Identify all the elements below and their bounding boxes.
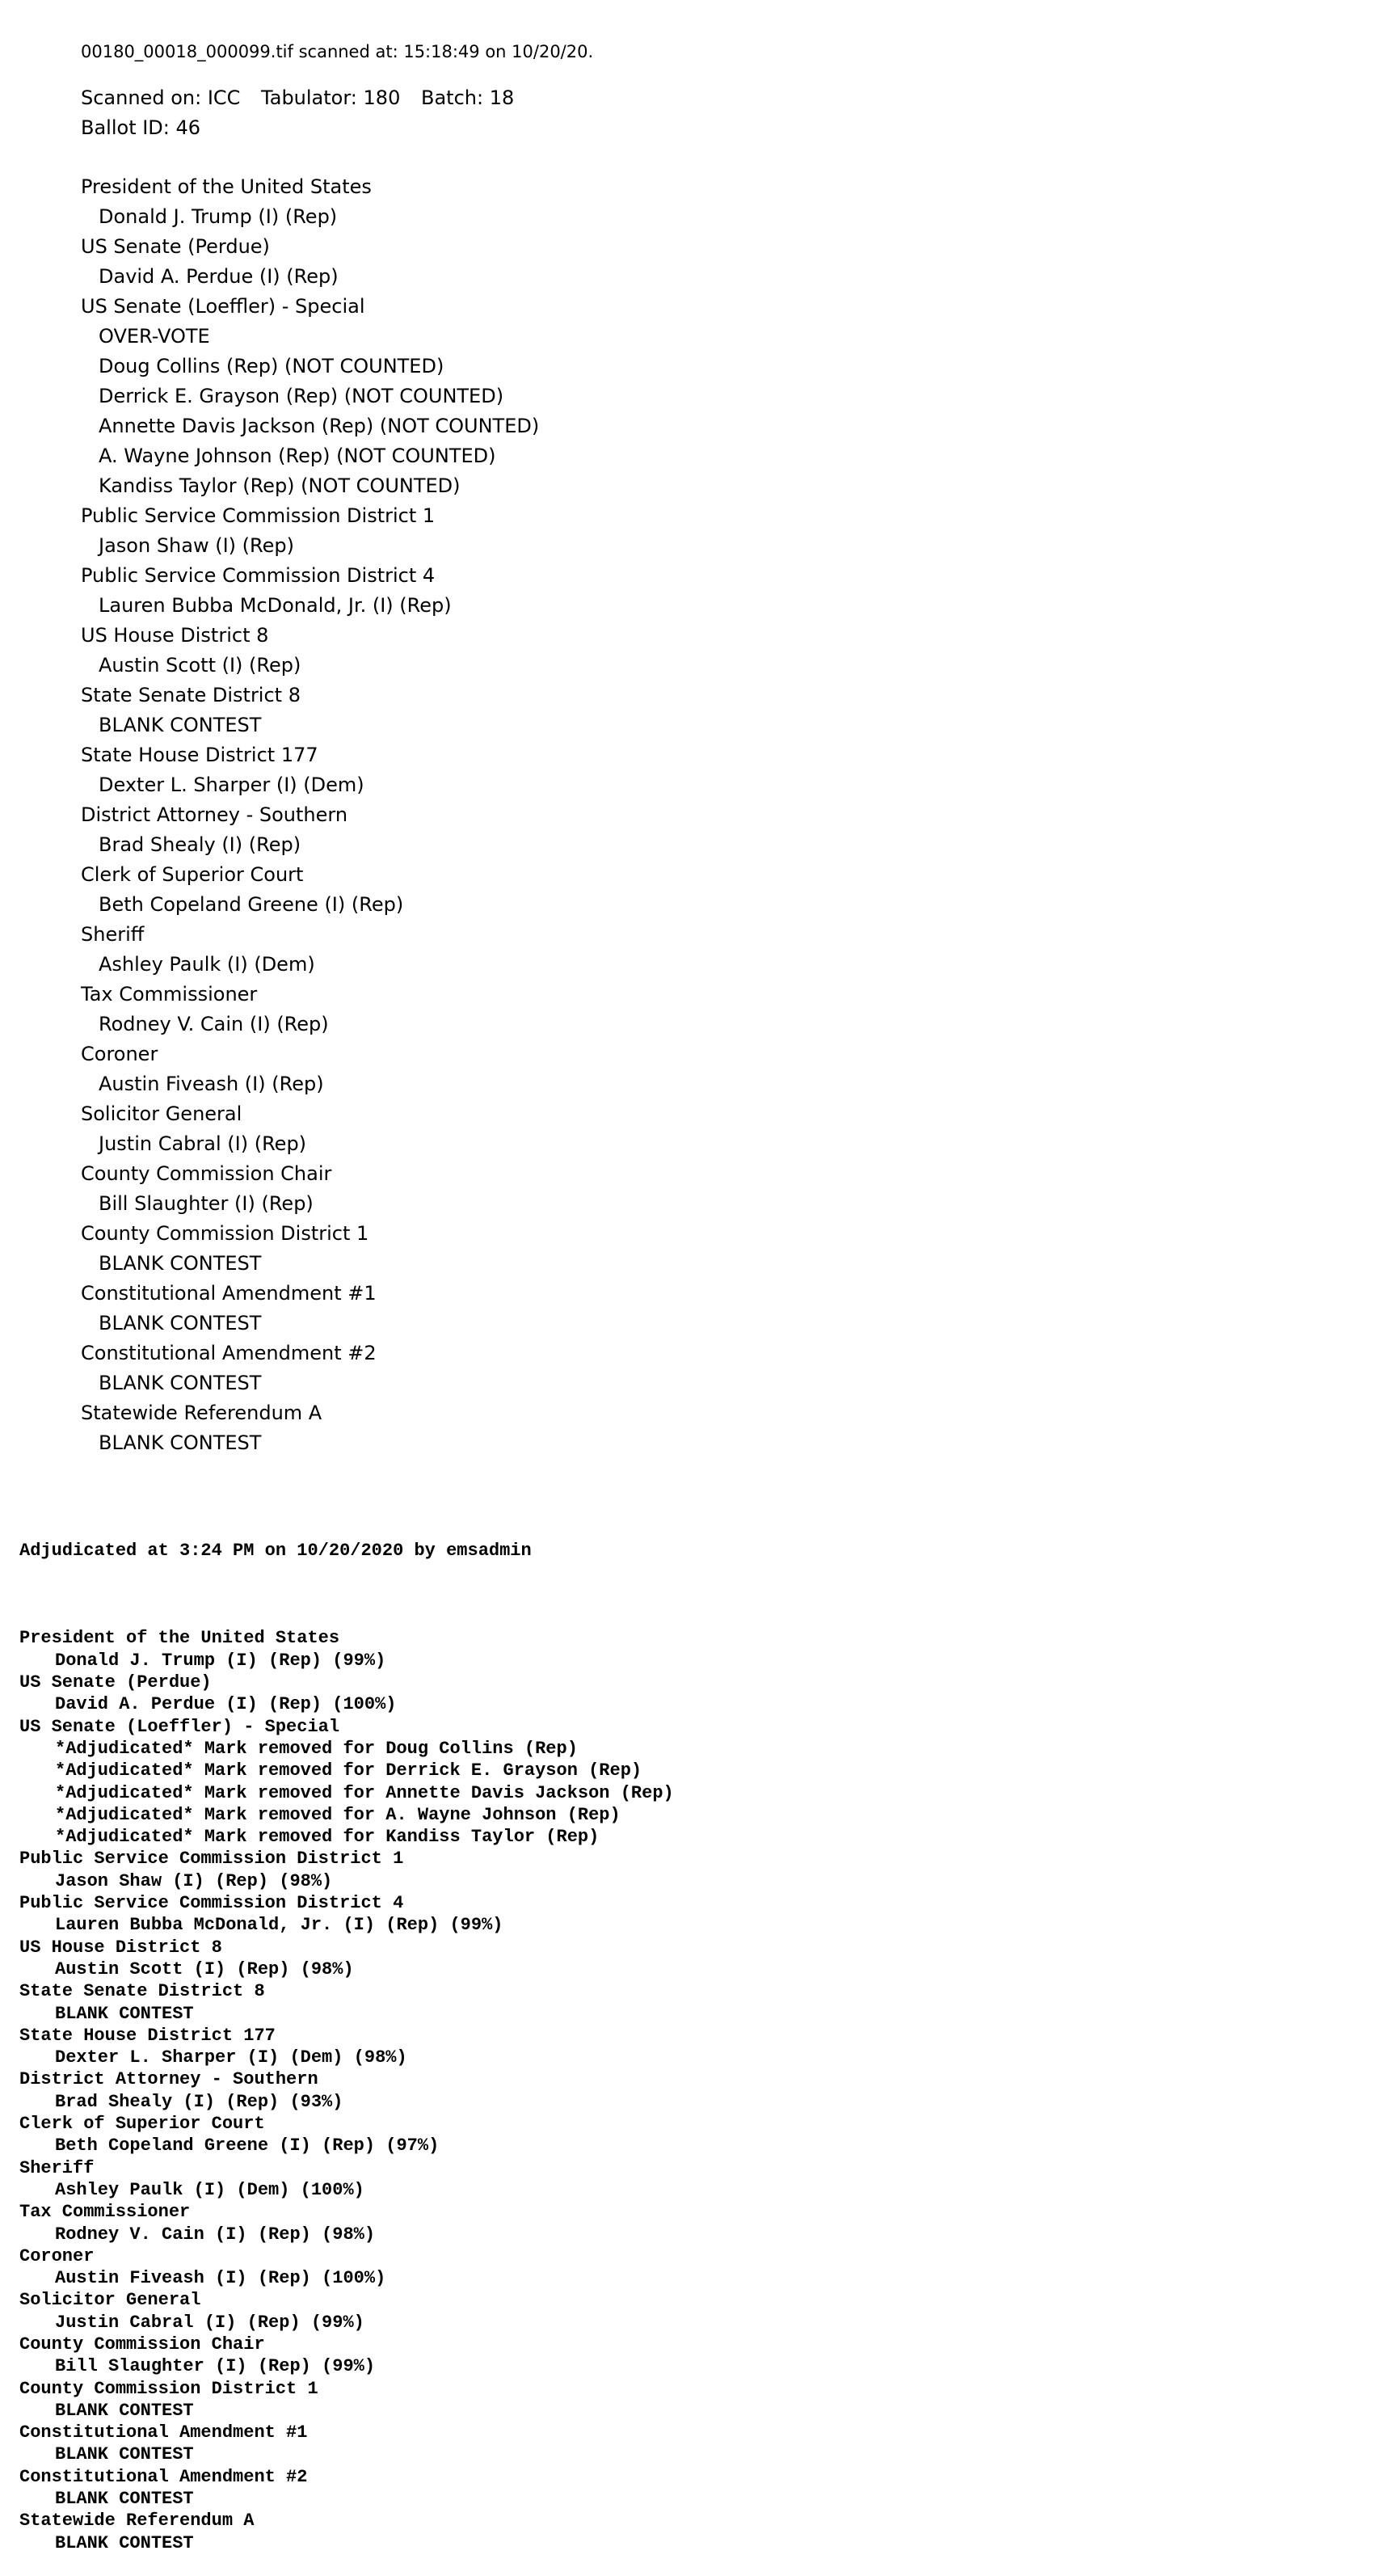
ballot-contest-choice: Kandiss Taylor (Rep) (NOT COUNTED) [99, 474, 461, 497]
ballot-contest-name: President of the United States [81, 175, 372, 198]
adjudication-contest-choice: BLANK CONTEST [55, 2532, 194, 2553]
scan-file-line: 00180_00018_000099.tif scanned at: 15:18:49 on 10/20/20. [81, 42, 594, 61]
adjudication-contest-choice: Brad Shealy (I) (Rep) (93%) [55, 2091, 343, 2112]
adjudication-contest-name: Public Service Commission District 4 [19, 1893, 404, 1914]
ballot-contest-name: US Senate (Loeffler) - Special [81, 295, 365, 318]
adjudication-contest-name: Tax Commissioner [19, 2202, 191, 2223]
adjudication-contest-choice: Lauren Bubba McDonald, Jr. (I) (Rep) (99%) [55, 1915, 503, 1936]
adjudication-contest-choice: *Adjudicated* Mark removed for Annette Davis Jackson (Rep) [55, 1782, 674, 1803]
adjudication-contest-name: President of the United States [19, 1628, 340, 1649]
scanned-on-label: Scanned on: [81, 86, 202, 109]
ballot-contest-list [81, 172, 593, 1458]
adjudication-contest-choice: Rodney V. Cain (I) (Rep) (98%) [55, 2224, 376, 2245]
adjudication-contest-name: Constitutional Amendment #2 [19, 2466, 308, 2487]
adjudication-contest-name: Constitutional Amendment #1 [19, 2422, 308, 2443]
ballot-contest-choice: A. Wayne Johnson (Rep) (NOT COUNTED) [99, 445, 496, 467]
ballot-contest-choice: Austin Fiveash (I) (Rep) [99, 1073, 324, 1095]
ballot-contest-name: US House District 8 [81, 624, 269, 647]
ballot-contest-name: Constitutional Amendment #2 [81, 1342, 377, 1364]
adjudication-contest-choice: BLANK CONTEST [55, 2489, 194, 2510]
ballot-contest-name: Public Service Commission District 4 [81, 564, 436, 587]
ballot-contest-name: District Attorney - Southern [81, 803, 348, 826]
adjudication-contest-choice: Austin Fiveash (I) (Rep) (100%) [55, 2268, 386, 2289]
ballot-id-label: Ballot ID: [81, 116, 170, 139]
batch-value: 18 [489, 86, 515, 109]
adjudication-contest-choice: Austin Scott (I) (Rep) (98%) [55, 1958, 354, 1979]
ballot-id-value: 46 [175, 116, 201, 139]
scan-section [81, 37, 593, 1458]
adjudication-contest-choice: BLANK CONTEST [55, 2003, 194, 2024]
ballot-contest-name: Public Service Commission District 1 [81, 504, 436, 527]
adjudication-contest-choice: Justin Cabral (I) (Rep) (99%) [55, 2312, 364, 2333]
adjudication-contest-choice: David A. Perdue (I) (Rep) (100%) [55, 1694, 397, 1715]
ballot-id-line [81, 113, 593, 143]
ballot-contest-choice: BLANK CONTEST [99, 1312, 262, 1334]
ballot-contest-choice: Beth Copeland Greene (I) (Rep) [99, 893, 404, 916]
ballot-contest-choice: Annette Davis Jackson (Rep) (NOT COUNTED) [99, 415, 540, 437]
adjudication-contest-name: State Senate District 8 [19, 1981, 265, 2002]
adjudication-contest-choice: Ashley Paulk (I) (Dem) (100%) [55, 2179, 364, 2200]
adjudication-contest-choice: BLANK CONTEST [55, 2400, 194, 2421]
ballot-contest-choice: Bill Slaughter (I) (Rep) [99, 1192, 314, 1215]
adjudication-contest-name: Coroner [19, 2245, 95, 2266]
scanned-on-value: ICC [207, 86, 241, 109]
ballot-contest-name: State House District 177 [81, 744, 318, 766]
adjudication-contest-choice: *Adjudicated* Mark removed for Kandiss Taylor (Rep) [55, 1827, 600, 1848]
adjudication-contest-name: Sheriff [19, 2157, 95, 2178]
ballot-contest-choice: Ashley Paulk (I) (Dem) [99, 953, 315, 976]
adjudication-contest-name: Public Service Commission District 1 [19, 1849, 404, 1870]
adjudication-contest-name: State House District 177 [19, 2025, 276, 2046]
ballot-contest-name: Statewide Referendum A [81, 1402, 322, 1424]
adjudication-contest-name: District Attorney - Southern [19, 2069, 318, 2090]
ballot-contest-name: Clerk of Superior Court [81, 863, 304, 886]
adjudication-contest-choice: *Adjudicated* Mark removed for A. Wayne Johnson (Rep) [55, 1804, 621, 1825]
ballot-contest-choice: BLANK CONTEST [99, 1431, 262, 1454]
adjudication-contest-name: US Senate (Perdue) [19, 1672, 212, 1693]
adjudication-contest-name: US House District 8 [19, 1937, 222, 1958]
ballot-contest-choice: David A. Perdue (I) (Rep) [99, 265, 339, 288]
ballot-contest-choice: BLANK CONTEST [99, 714, 262, 736]
adjudication-contest-name: County Commission Chair [19, 2334, 265, 2355]
ballot-contest-choice: Lauren Bubba McDonald, Jr. (I) (Rep) [99, 594, 452, 617]
ballot-contest-name: Coroner [81, 1043, 158, 1065]
adjudication-contest-name: US Senate (Loeffler) - Special [19, 1716, 340, 1737]
ballot-contest-name: County Commission Chair [81, 1162, 332, 1185]
adjudication-contest-choice: Jason Shaw (I) (Rep) (98%) [55, 1870, 333, 1891]
ballot-contest-choice: Doug Collins (Rep) (NOT COUNTED) [99, 355, 444, 377]
adjudication-contest-choice: Beth Copeland Greene (I) (Rep) (97%) [55, 2135, 440, 2157]
ballot-contest-choice: Austin Scott (I) (Rep) [99, 654, 301, 677]
ballot-contest-choice: Dexter L. Sharper (I) (Dem) [99, 774, 364, 796]
ballot-contest-choice: Brad Shealy (I) (Rep) [99, 833, 301, 856]
adjudication-contest-choice: *Adjudicated* Mark removed for Doug Collins (Rep) [55, 1738, 578, 1759]
adjudication-contest-list [19, 1627, 674, 2553]
ballot-contest-choice: BLANK CONTEST [99, 1252, 262, 1275]
ballot-contest-choice: Donald J. Trump (I) (Rep) [99, 205, 338, 228]
adjudication-contest-choice: Dexter L. Sharper (I) (Dem) (98%) [55, 2047, 407, 2068]
ballot-contest-name: Constitutional Amendment #1 [81, 1282, 377, 1305]
batch-label: Batch: [420, 86, 484, 109]
ballot-contest-choice: Jason Shaw (I) (Rep) [99, 534, 294, 557]
ballot-contest-name: State Senate District 8 [81, 684, 301, 706]
ballot-contest-choice: Rodney V. Cain (I) (Rep) [99, 1013, 329, 1035]
ballot-contest-name: Tax Commissioner [81, 983, 258, 1006]
adjudication-contest-choice: *Adjudicated* Mark removed for Derrick E. Grayson (Rep) [55, 1760, 642, 1781]
ballot-contest-choice: Derrick E. Grayson (Rep) (NOT COUNTED) [99, 385, 504, 407]
adjudication-contest-choice: Donald J. Trump (I) (Rep) (99%) [55, 1650, 386, 1671]
ballot-contest-name: County Commission District 1 [81, 1222, 369, 1245]
ballot-contest-name: Solicitor General [81, 1102, 242, 1125]
adjudication-contest-name: Statewide Referendum A [19, 2511, 255, 2532]
ballot-contest-name: US Senate (Perdue) [81, 235, 270, 258]
adjudication-contest-name: County Commission District 1 [19, 2378, 318, 2399]
adjudication-title: Adjudicated at 3:24 PM on 10/20/2020 by emsadmin [19, 1540, 532, 1561]
adjudication-contest-name: Clerk of Superior Court [19, 2114, 265, 2135]
adjudication-section [19, 1495, 674, 2576]
tabulator-value: 180 [363, 86, 401, 109]
tabulator-label: Tabulator: [261, 86, 357, 109]
adjudication-contest-choice: BLANK CONTEST [55, 2444, 194, 2465]
adjudication-contest-choice: Bill Slaughter (I) (Rep) (99%) [55, 2356, 376, 2377]
scan-meta-line [81, 83, 593, 113]
ballot-contest-choice: BLANK CONTEST [99, 1372, 262, 1394]
adjudication-contest-name: Solicitor General [19, 2290, 201, 2311]
ballot-contest-choice: Justin Cabral (I) (Rep) [99, 1132, 307, 1155]
ballot-contest-name: Sheriff [81, 923, 145, 946]
ballot-contest-choice: OVER-VOTE [99, 325, 210, 348]
